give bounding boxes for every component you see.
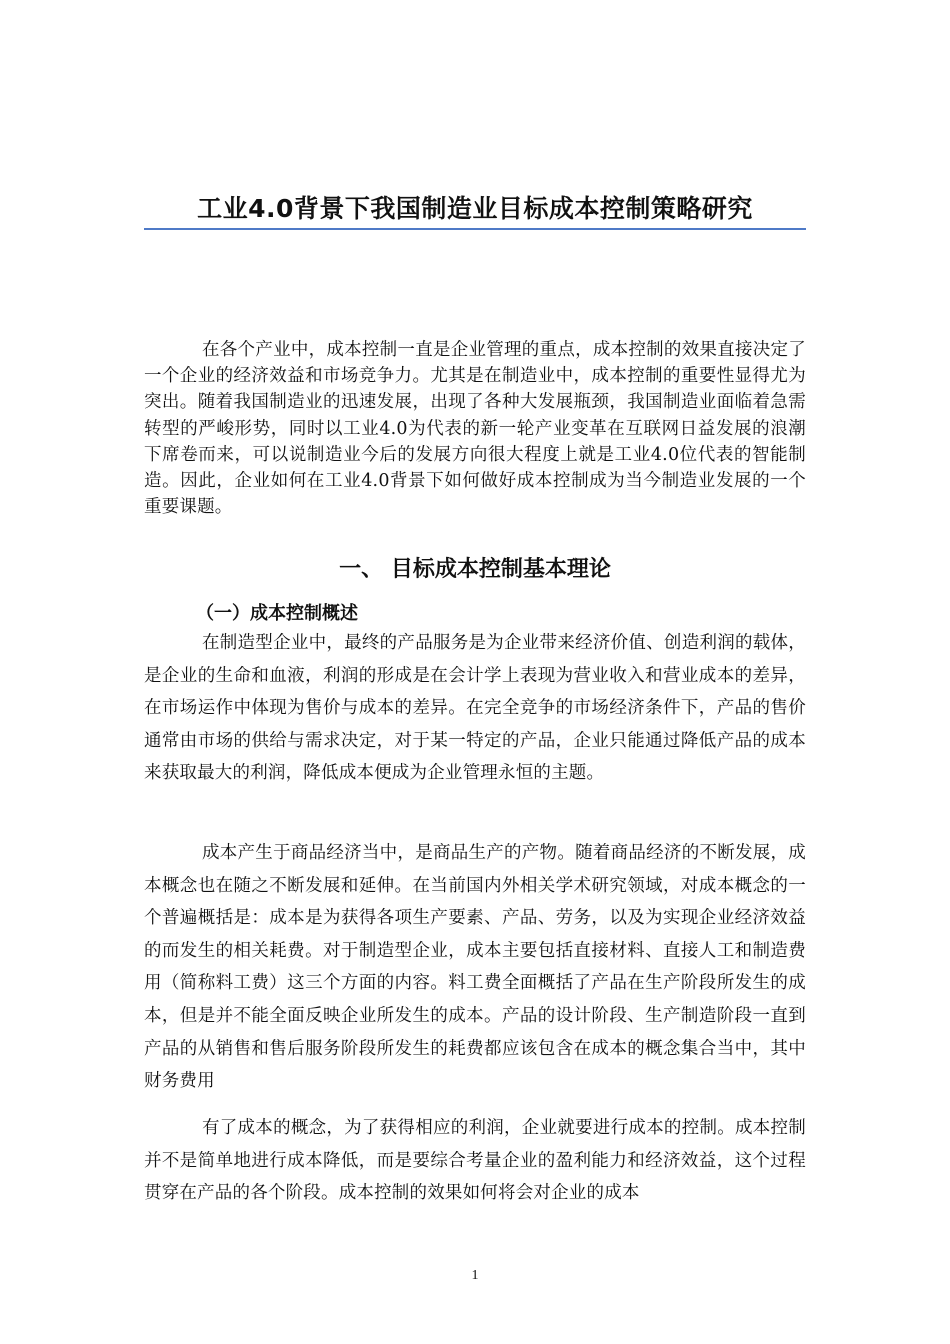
abstract-paragraph: 在各个产业中，成本控制一直是企业管理的重点，成本控制的效果直接决定了一个企业的经济效益和市场竞争力。尤其是在制造业中，成本控制的重要性显得尤为突出。随着我国制造业的迅速发展，出现了各种大发展瓶颈，我国制造业面临着急需转型的严峻形势，同时以工业4.0为代表的新一轮产业变革在互联网日益发展的浪潮下席卷而来，可以说制造业今后的发展方向很大程度上就是工业4.0位代表的智能制造。因此，企业如何在工业4.0背景下如何做好成本控制成为当今制造业发展的一个重要课题。 <box>144 340 806 518</box>
title-underline <box>144 228 806 230</box>
section-heading: 一、 目标成本控制基本理论 <box>339 557 611 582</box>
body-paragraph-3: 有了成本的概念，为了获得相应的利润，企业就要进行成本的控制。成本控制并不是简单地进行成本降低，而是要综合考量企业的盈利能力和经济效益，这个过程贯穿在产品的各个阶段。成本控制的效果如何将会对企业的成本 <box>144 1118 806 1204</box>
subsection-heading: （一）成本控制概述 <box>196 603 358 624</box>
body-paragraph-1: 在制造型企业中，最终的产品服务是为企业带来经济价值、创造利润的载体，是企业的生命和血液，利润的形成是在会计学上表现为营业收入和营业成本的差异，在市场运作中体现为售价与成本的差异。在完全竞争的市场经济条件下，产品的售价通常由市场的供给与需求决定，对于某一特定的产品，企业只能通过降低产品的成本来获取最大的利润，降低成本便成为企业管理永恒的主题。 <box>144 633 806 784</box>
document-title: 工业4.0背景下我国制造业目标成本控制策略研究 <box>197 194 753 223</box>
body-paragraph-2: 成本产生于商品经济当中，是商品生产的产物。随着商品经济的不断发展，成本概念也在随之不断发展和延伸。在当前国内外相关学术研究领域，对成本概念的一个普遍概括是：成本是为获得各项生产要素、产品、劳务，以及为实现企业经济效益的而发生的相关耗费。对于制造型企业，成本主要包括直接材料、直接人工和制造费用（简称料工费）这三个方面的内容。料工费全面概括了产品在生产阶段所发生的成本，但是并不能全面反映企业所发生的成本。产品的设计阶段、生产制造阶段一直到产品的从销售和售后服务阶段所发生的耗费都应该包含在成本的概念集合当中，其中财务费用 <box>144 843 806 1092</box>
page-number: 1 <box>471 1268 479 1283</box>
